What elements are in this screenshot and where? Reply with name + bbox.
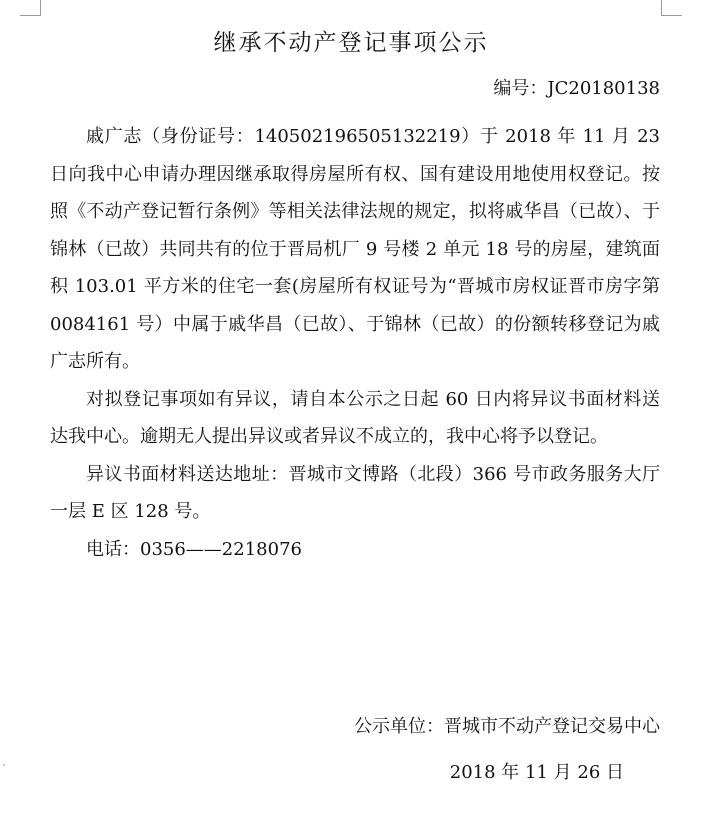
document-title: 继承不动产登记事项公示 — [213, 30, 489, 56]
paragraph-phone: 电话：0356——2218076 — [86, 538, 302, 560]
paragraph-applicant: 戚广志（身份证号：140502196505132219）于 2018 年 11 月 23 日向我中心申请办理因继承取得房屋所有权、国有建设用地使用权登记。按照《不动产登记暂行条例》等相关法律法规的规定，拟将戚华昌（已故）、于锦林（已故）共同共有的位于晋局机厂 9 号楼 2 单元 18 号的房屋，建筑面积 103.01 平方米的住宅一套(房屋所有权证号为“晋城市房权证晋市房字第 0084161 号）中属于戚华昌（已故）、于锦林（已故）的份额转移登记为戚广志所有。 — [50, 126, 660, 372]
paragraph-objection-address: 异议书面材料送达地址：晋城市文博路（北段）366 号市政务服务大厅一层 E 区 128 号。 — [50, 463, 660, 522]
document-body — [50, 118, 660, 568]
serial-number: 编号：JC20180138 — [493, 78, 660, 99]
issuing-organization: 公示单位：晋城市不动产登记交易中心 — [354, 716, 660, 737]
issue-date: 2018 年 11 月 26 日 — [449, 762, 624, 783]
paragraph-objection-period: 对拟登记事项如有异议，请自本公示之日起 60 日内将异议书面材料送达我中心。逾期无人提出异议或者异议不成立的，我中心将予以登记。 — [50, 388, 660, 447]
